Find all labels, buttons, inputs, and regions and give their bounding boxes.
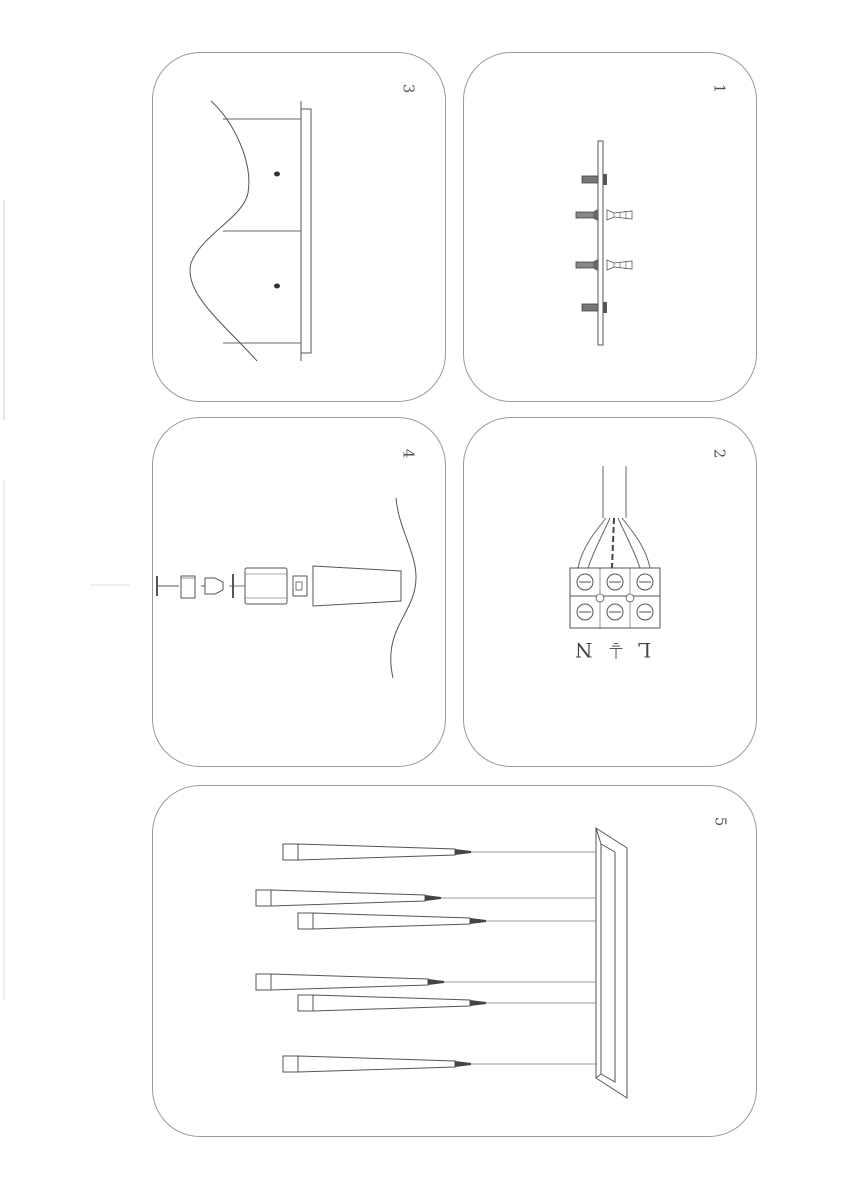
step-4-number: 4: [399, 448, 418, 459]
step-5-number: 5: [711, 816, 730, 827]
step-1-number: 1: [710, 83, 729, 94]
pendant-6: [283, 1056, 596, 1072]
step-5-panel: [152, 785, 757, 1137]
canopy-assembly-icon: [153, 418, 445, 766]
step-2-panel: [463, 417, 757, 767]
step-2-number: 2: [710, 448, 729, 459]
step-3-number: 3: [399, 83, 418, 94]
screw-1: [582, 174, 607, 185]
ceiling-plate-icon: [153, 53, 445, 401]
screw-2: [576, 209, 632, 221]
step-4-panel: [152, 417, 446, 767]
canopy-frame: [596, 828, 627, 1098]
step-3-panel: [152, 52, 446, 402]
terminal-block-icon: [464, 418, 756, 766]
terminal-label-earth: ⏚: [606, 638, 626, 662]
suspended-pendants-icon: [153, 786, 756, 1136]
screw-4: [582, 302, 607, 313]
pendant-5: [298, 995, 596, 1011]
pendant-3: [298, 913, 596, 929]
terminal-label-live: L: [638, 638, 652, 662]
screw-3: [576, 259, 632, 271]
terminal-label-neutral: N: [575, 638, 593, 662]
step-1-panel: [463, 52, 757, 402]
pendant-2: [256, 890, 596, 906]
terminal-block: [570, 568, 660, 628]
pendant-4: [256, 974, 596, 990]
pendant-1: [283, 844, 596, 860]
wall-mounting-screws-icon: [464, 53, 756, 401]
